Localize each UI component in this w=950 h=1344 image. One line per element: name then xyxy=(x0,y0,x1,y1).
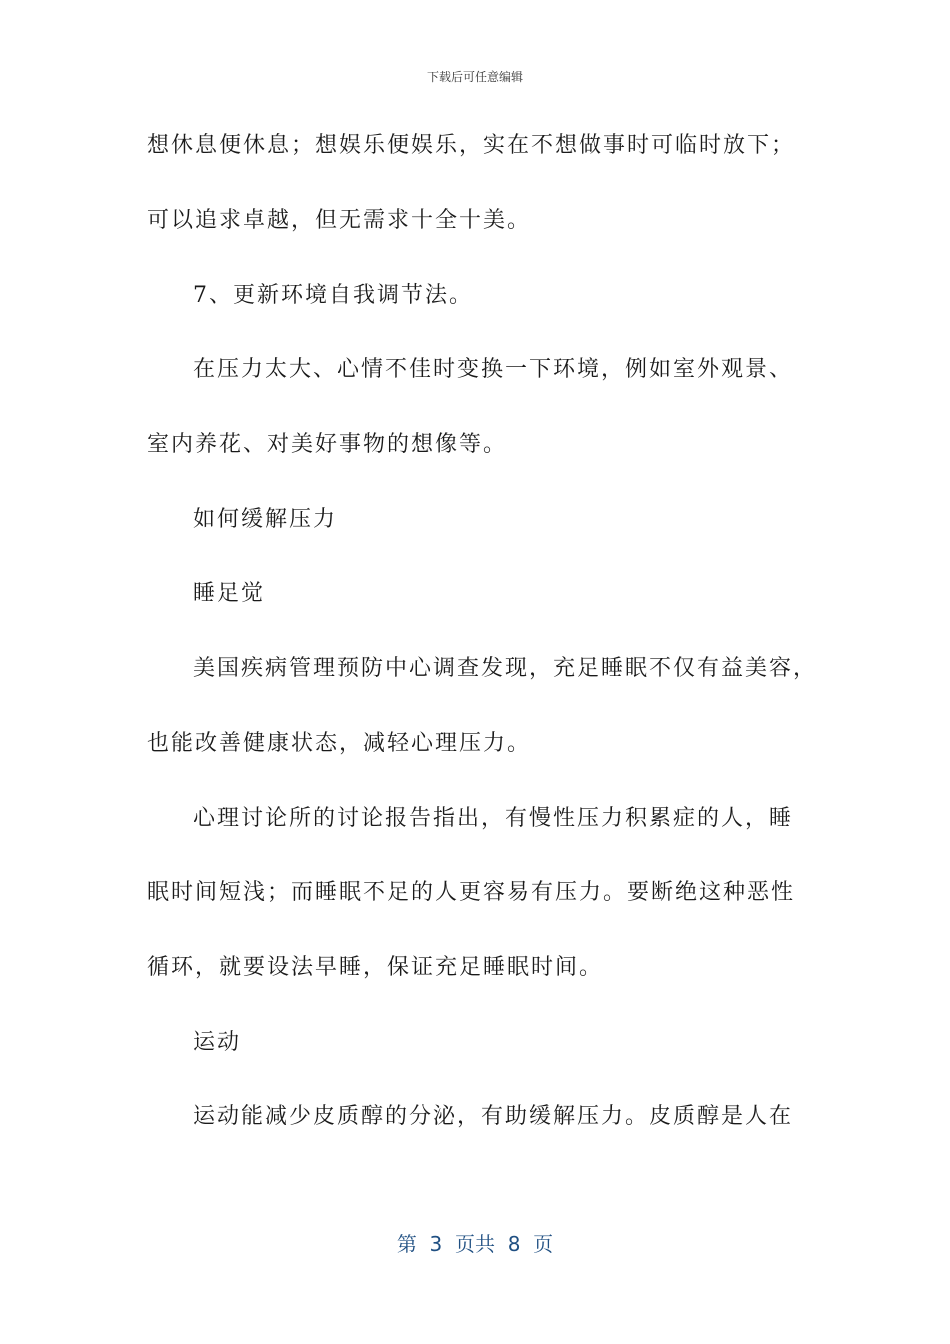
footer-total-pages: 8 xyxy=(507,1232,521,1256)
section-heading-exercise: 运动 xyxy=(193,1030,242,1055)
body-line-14: 运动能减少皮质醇的分泌，有助缓解压力。皮质醇是人在 xyxy=(193,1104,794,1129)
body-line-12: 循环，就要设法早睡，保证充足睡眠时间。 xyxy=(147,955,604,980)
body-line-8: 美国疾病管理预防中心调查发现，充足睡眠不仅有益美容， xyxy=(193,656,818,681)
section-heading-relieve-stress: 如何缓解压力 xyxy=(193,507,338,532)
footer-suffix: 页 xyxy=(533,1232,554,1256)
footer-prefix: 第 xyxy=(396,1232,417,1256)
page-header: 下载后可任意编辑 xyxy=(426,70,523,84)
body-line-9: 也能改善健康状态，减轻心理压力。 xyxy=(147,731,532,756)
body-line-11: 眠时间短浅；而睡眠不足的人更容易有压力。要断绝这种恶性 xyxy=(147,880,796,905)
page-footer xyxy=(0,1228,950,1257)
body-line-2: 可以追求卓越，但无需求十全十美。 xyxy=(147,208,532,233)
body-line-10: 心理讨论所的讨论报告指出，有慢性压力积累症的人，睡 xyxy=(193,806,794,831)
body-line-5: 室内养花、对美好事物的想像等。 xyxy=(147,432,508,457)
footer-current-page: 3 xyxy=(429,1232,443,1256)
body-line-4: 在压力太大、心情不佳时变换一下环境，例如室外观景、 xyxy=(193,357,794,382)
body-line-3: 7、更新环境自我调节法。 xyxy=(193,283,473,308)
footer-middle: 页共 xyxy=(455,1232,495,1256)
body-line-1: 想休息便休息；想娱乐便娱乐，实在不想做事时可临时放下； xyxy=(147,133,796,158)
section-heading-sleep: 睡足觉 xyxy=(193,581,266,606)
